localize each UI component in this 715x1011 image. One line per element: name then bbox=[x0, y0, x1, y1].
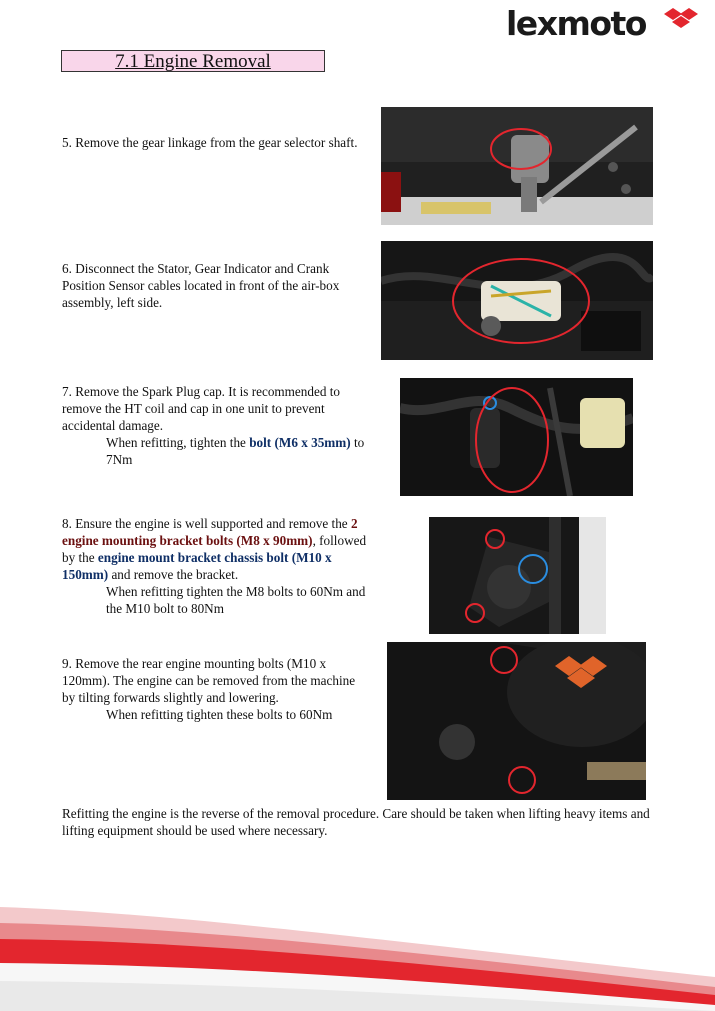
step-7-note: When refitting, tighten the bolt (M6 x 35mm) to 7Nm bbox=[106, 435, 365, 467]
brand-name: lexmoto bbox=[506, 4, 646, 43]
brand-mark-icon bbox=[656, 8, 698, 28]
rear-mount-bolts-photo bbox=[387, 642, 646, 800]
step-6-text: 6. Disconnect the Stator, Gear Indicator and Crank Position Sensor cables located in front of the air-box assembly, left side. bbox=[62, 261, 340, 310]
step-7-bolt-highlight: bolt (M6 x 35mm) bbox=[249, 435, 351, 450]
wiring-connectors-photo bbox=[381, 241, 653, 360]
gear-linkage-photo bbox=[381, 107, 653, 225]
engine-bracket-photo bbox=[429, 517, 606, 634]
spark-plug-cap-photo bbox=[400, 378, 633, 496]
step-8-text: 8. Ensure the engine is well supported and remove the 2 engine mounting bracket bolts (M8 x 90mm), followed by the engine mount bracket chassis bolt (M10 x 150mm) and remove the bracket. When refitting tighten the M8 bolts to 60Nm and the M10 bolt to 80Nm bbox=[62, 515, 372, 617]
step-8-note: When refitting tighten the M8 bolts to 60Nm and the M10 bolt to 80Nm bbox=[106, 584, 366, 616]
footer-wave-decoration bbox=[0, 895, 715, 1011]
step-8-chassis-bolt-highlight: engine mount bracket chassis bolt (M10 x 150mm) bbox=[62, 550, 332, 582]
step-8-bracket-bolts-highlight: 2 engine mounting bracket bolts (M8 x 90mm) bbox=[62, 516, 358, 548]
step-7-text bbox=[62, 383, 367, 468]
step-9-text: 9. Remove the rear engine mounting bolts (M10 x 120mm). The engine can be removed from the machine by tilting forwards slightly and lowering. When refitting tighten these bolts to 60Nm bbox=[62, 656, 356, 722]
step-9-note: When refitting tighten these bolts to 60Nm bbox=[106, 707, 333, 722]
brand-logo bbox=[506, 6, 698, 44]
closing-paragraph: Refitting the engine is the reverse of the removal procedure. Care should be taken when lifting heavy items and lifting equipment should be used where necessary. bbox=[62, 806, 650, 838]
section-title: 7.1 Engine Removal bbox=[61, 50, 325, 72]
step-5-text: 5. Remove the gear linkage from the gear selector shaft. bbox=[62, 135, 358, 150]
step-7-main: 7. Remove the Spark Plug cap. It is recommended to remove the HT coil and cap in one unit to prevent accidental damage. bbox=[62, 384, 340, 433]
